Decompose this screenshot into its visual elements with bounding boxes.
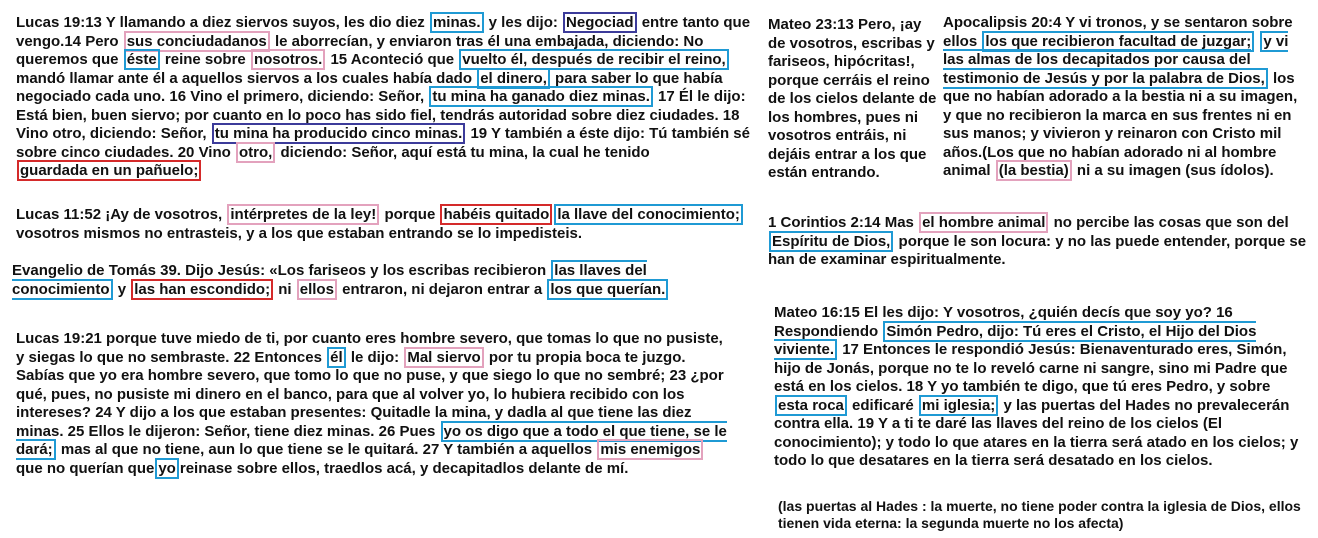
text: le aborrecían, y enviaron tras él una embajada, diciendo: No queremos que (16, 32, 704, 68)
text: mas al que no tiene, aun lo que tiene se le quitará. 27 Y también a aquellos (60, 441, 593, 458)
highlight-otro: otro, (236, 142, 275, 163)
passage-apocalipsis-20-4 (943, 14, 1305, 181)
highlight-dinero: el dinero, (477, 68, 550, 89)
text: Mateo 23:13 Pero, ¡ay de vosotros, escribas y fariseos, hipócritas!, porque cerráis el reino de los cielos delante de los hombres, pues ni vosotros entráis, ni dejáis entrar a los que están entrando. (768, 16, 937, 181)
highlight-espiritu-de-dios: Espíritu de Dios, (769, 231, 893, 252)
text: porque le son locura: y no las puede entender, porque se han de examinar espiritualmente. (768, 232, 1307, 268)
text: ni a su imagen (sus ídolos). (1076, 162, 1274, 179)
highlight-ellos: ellos (297, 279, 337, 300)
passage-lucas-19-21 (16, 330, 734, 478)
text: diciendo: Señor, aquí está tu mina, la cual he tenido (280, 143, 650, 161)
text: que no querían que (16, 459, 155, 477)
highlight-mi-iglesia: mi iglesia; (919, 395, 998, 416)
text: reine sobre (164, 51, 246, 68)
passage-1-corintios-2-14 (768, 214, 1308, 270)
highlight-conciudadanos: sus conciudadanos (124, 31, 270, 52)
highlight-llave-conocimiento: la llave del conocimiento; (554, 204, 743, 225)
highlight-negociad: Negociad (563, 12, 637, 33)
highlight-llaves-conocimiento: las llaves del conocimiento (12, 262, 647, 298)
highlight-habeis-quitado: habéis quitado (440, 204, 552, 225)
text: 17 Entonces le respondió Jesús: Bienaventurado eres, Simón, hijo de Jonás, porque no te lo reveló carne ni sangre, sino mi Padre que está en los cielos. 18 Y yo también te digo, que tú eres Pedro, y sobre (774, 341, 1288, 395)
text: ni (278, 280, 292, 298)
text: vosotros mismos no entrasteis, y a los que estaban entrando se lo impedisteis. (16, 224, 583, 242)
text: para saber lo que había negociado cada uno. 16 Vino el primero, diciendo: Señor, (16, 69, 723, 105)
text: Lucas 19:13 Y llamando a diez siervos suyos, les dio diez (16, 14, 425, 31)
highlight-esta-roca: esta roca (775, 395, 847, 416)
passage-lucas-19-13 (16, 14, 756, 181)
highlight-la-bestia: (la bestia) (996, 160, 1072, 181)
text: (las puertas al Hades : la muerte, no tiene poder contra la iglesia de Dios, ellos tienen vida eterna: la segunda muerte no los afecta) (778, 498, 1301, 531)
text: Lucas 11:52 ¡Ay de vosotros, (16, 206, 223, 223)
highlight-escondido: las han escondido; (131, 279, 273, 300)
highlight-mis-enemigos: mis enemigos (597, 439, 703, 460)
text: por tu propia boca te juzgo. Sabías que yo era hombre severo, que tomo lo que no puse, y que siego lo que no sembré; 23 ¿por qué, pues, no pusiste mi dinero en el banco, para que al volver yo, lo hubiera recibido con los intereses? 24 Y dijo a los que estaban presentes: Quitadle la mina, y dadla al que tiene las diez minas. 25 Ellos le dijeron: Señor, tiene diez minas. 26 Pues (16, 348, 724, 440)
text: Lucas 19:21 porque tuve miedo de ti, por cuanto eres hombre severo, que tomas lo que no pusiste, y siegas lo que no sembraste. 22 Entonces (16, 330, 723, 366)
text: 19 Y también a éste dijo: Tú también sé sobre cinco ciudades. 20 Vino (16, 125, 750, 161)
text: y (117, 280, 127, 298)
text: porque (384, 206, 436, 223)
text: reinase sobre ellos, traedlos acá, y decapitadlos delante de mí. (179, 459, 629, 477)
highlight-los-que-querian: los que querían. (547, 279, 668, 300)
highlight-minas: minas. (430, 12, 484, 33)
text: y les dijo: (488, 14, 558, 31)
highlight-vuelto: vuelto él, después de recibir el reino, (459, 49, 728, 70)
highlight-yo-os-digo: yo os digo que a todo el que tiene, se le dará; (16, 422, 727, 458)
highlight-tu-mina-diez: tu mina ha ganado diez minas. (429, 86, 653, 107)
text: 15 Aconteció que (330, 51, 455, 68)
highlight-simon-pedro: Simón Pedro, dijo: Tú eres el Cristo, el Hijo del Dios viviente. (774, 322, 1257, 358)
text: edificaré (852, 396, 914, 414)
highlight-tu-mina-cinco: tu mina ha producido cinco minas. (212, 123, 466, 144)
text: 1 Corintios 2:14 Mas (768, 214, 914, 231)
highlight-mal-siervo: Mal siervo (404, 347, 483, 368)
text: Mateo 16:15 El les dijo: Y vosotros, ¿quién decís que soy yo? 16 Respondiendo (774, 304, 1233, 340)
passage-mateo-16-15 (774, 304, 1304, 471)
highlight-yo: yo (155, 458, 179, 479)
text: entraron, ni dejaron entrar a (342, 280, 543, 298)
text: entre tanto que vengo.14 Pero (16, 14, 751, 50)
highlight-facultad-juzgar: los que recibieron facultad de juzgar; (982, 31, 1254, 52)
passage-mateo-23-13 (768, 16, 938, 183)
passage-tomas-39 (12, 262, 752, 299)
text: los que no habían adorado a la bestia ni a su imagen, y que no recibieron la marca en sus frentes ni en sus manos; y vivieron y reinaron con Cristo mil años.(Los que no habían adorado ni al hombre animal (943, 69, 1298, 179)
text: 17 Él le dijo: Está bien, buen siervo; por cuanto en lo poco has sido fiel, tendrás autoridad sobre diez ciudades. 18 Vino otro, diciendo: Señor, (16, 88, 746, 142)
text: no percibe las cosas que son del (1053, 214, 1289, 231)
highlight-nosotros: nosotros. (251, 49, 325, 70)
note-puertas-hades (778, 498, 1308, 532)
text: le dijo: (350, 348, 400, 366)
highlight-hombre-animal: el hombre animal (919, 212, 1048, 233)
highlight-almas-decapitados: y vi las almas de los decapitados por causa del testimonio de Jesús y por la palabra de Dios, (943, 32, 1289, 87)
highlight-este: éste (124, 49, 160, 70)
text: Apocalipsis 20:4 Y vi tronos, y se sentaron sobre ellos (943, 14, 1293, 50)
highlight-guardada: guardada en un pañuelo; (17, 160, 201, 181)
text: Evangelio de Tomás 39. Dijo Jesús: «Los fariseos y los escribas recibieron (12, 262, 547, 279)
highlight-el: él (327, 347, 346, 368)
passage-lucas-11-52 (16, 206, 756, 243)
highlight-interpretes: intérpretes de la ley! (227, 204, 379, 225)
text: y las puertas del Hades no prevalecerán contra ella. 19 Y a ti te daré las llaves del reino de los cielos (El conocimiento); y todo lo que atares en la tierra será atado en los cielos; y todo lo que desatares en la tierra será desatado en los cielos. (774, 396, 1299, 469)
text: mandó llamar ante él a aquellos siervos a los cuales había dado (16, 69, 473, 87)
